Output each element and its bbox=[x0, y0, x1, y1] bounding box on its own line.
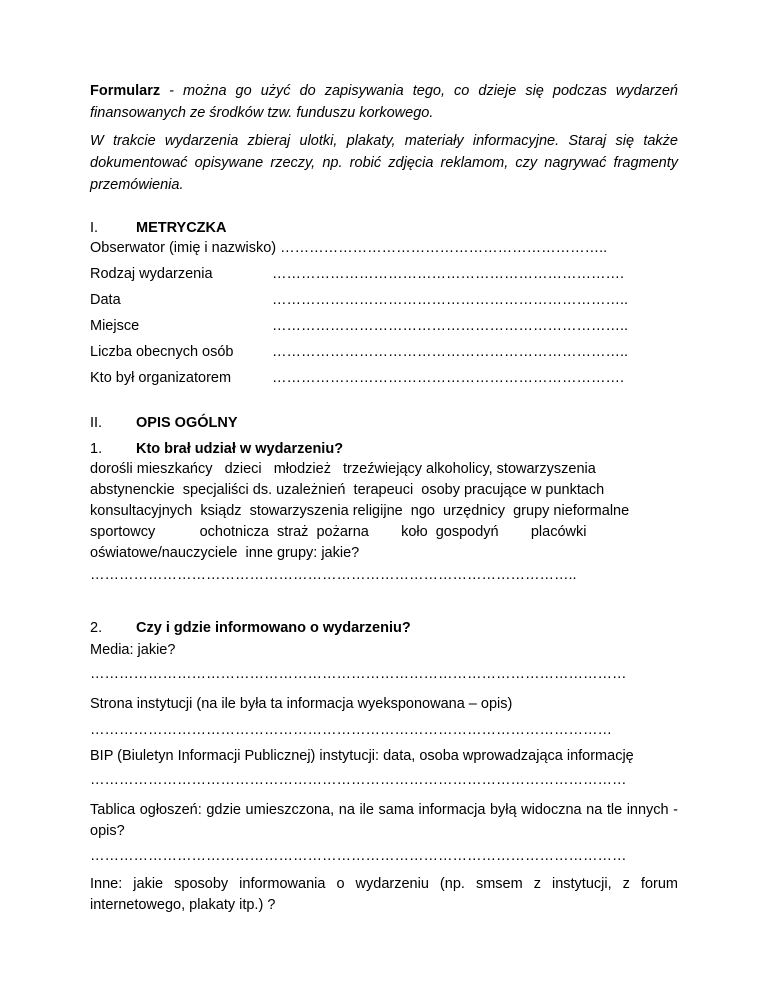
intro bbox=[90, 80, 678, 196]
question-2-heading bbox=[90, 620, 411, 636]
section-2-number: II. bbox=[90, 415, 103, 431]
attendance-row bbox=[90, 344, 680, 360]
date-label: Data bbox=[90, 292, 121, 308]
organizer-field: ………………………………………………………………. bbox=[272, 370, 625, 386]
question-2-title: Czy i gdzie informowano o wydarzeniu? bbox=[136, 620, 411, 636]
attendance-field: ……………………………………………………………….. bbox=[272, 344, 629, 360]
other-methods-label: Inne: jakie sposoby informowania o wydarzeniu (np. smsem z instytucji, z forum internetowego, plakaty itp.) ? bbox=[90, 876, 678, 913]
media-answer-line: ………………………………………………………………………………………………… bbox=[90, 666, 627, 682]
intro-paragraph-2: W trakcie wydarzenia zbieraj ulotki, plakaty, materiały informacyjne. Staraj się także dokumentować opisywane rzeczy, np. robić zdjęcia reklamom, czy nagrywać fragmenty przemówienia. bbox=[90, 133, 678, 193]
website-answer-line: ……………………………………………………………………………………………… bbox=[90, 722, 612, 738]
event-type-row bbox=[90, 266, 680, 282]
observer-label: Obserwator (imię i nazwisko) ………………………………………………………….. bbox=[90, 240, 608, 256]
notice-board-label: Tablica ogłoszeń: gdzie umieszczona, na ile sama informacja byłą widoczna na tle innych - opis? bbox=[90, 802, 678, 839]
options-line-2: abstynenckie specjaliści ds. uzależnień terapeuci osoby pracujące w punktach bbox=[90, 482, 605, 498]
bip-answer-line: ………………………………………………………………………………………………… bbox=[90, 772, 627, 788]
website-label: Strona instytucji (na ile była ta informacja wyeksponowana – opis) bbox=[90, 696, 513, 712]
intro-paragraph-1 bbox=[90, 80, 678, 124]
event-type-field: ………………………………………………………………. bbox=[272, 266, 625, 282]
options-line-5: oświatowe/nauczyciele inne grupy: jakie? bbox=[90, 545, 360, 561]
question-2-number: 2. bbox=[90, 620, 103, 636]
section-1-heading bbox=[90, 220, 226, 236]
date-row bbox=[90, 292, 680, 308]
bip-label: BIP (Biuletyn Informacji Publicznej) instytucji: data, osoba wprowadzająca informację bbox=[90, 748, 634, 764]
options-line-4: sportowcy ochotnicza straż pożarna koło gospodyń placówki bbox=[90, 524, 587, 540]
media-label: Media: jakie? bbox=[90, 642, 176, 658]
organizer-row bbox=[90, 370, 680, 386]
date-field: ……………………………………………………………….. bbox=[272, 292, 629, 308]
question-1-heading bbox=[90, 441, 343, 457]
question-1-number: 1. bbox=[90, 441, 103, 457]
place-row bbox=[90, 318, 680, 334]
section-1-number: I. bbox=[90, 220, 99, 236]
event-type-label: Rodzaj wydarzenia bbox=[90, 266, 213, 282]
options-line-3: konsultacyjnych ksiądz stowarzyszenia religijne ngo urzędnicy grupy nieformalne bbox=[90, 503, 630, 519]
form-title: Formularz bbox=[90, 83, 161, 99]
place-field: ……………………………………………………………….. bbox=[272, 318, 629, 334]
organizer-label: Kto był organizatorem bbox=[90, 370, 232, 386]
form-title-description: - można go użyć do zapisywania tego, co dzieje się podczas wydarzeń finansowanych ze środków tzw. funduszu korkowego. bbox=[90, 83, 678, 121]
observer-row bbox=[90, 240, 680, 256]
options-line-1: dorośli mieszkańcy dzieci młodzież trzeźwiejący alkoholicy, stowarzyszenia bbox=[90, 461, 596, 477]
section-1-title: METRYCZKA bbox=[136, 220, 227, 236]
section-2-heading bbox=[90, 415, 238, 431]
attendance-label: Liczba obecnych osób bbox=[90, 344, 234, 360]
section-2-title: OPIS OGÓLNY bbox=[136, 415, 238, 431]
question-1-answer-line: ……………………………………………………………………………………….. bbox=[90, 567, 577, 583]
notice-board-answer-line: ………………………………………………………………………………………………… bbox=[90, 848, 627, 864]
question-1-title: Kto brał udział w wydarzeniu? bbox=[136, 441, 344, 457]
question-1-options bbox=[90, 459, 678, 564]
place-label: Miejsce bbox=[90, 318, 140, 334]
